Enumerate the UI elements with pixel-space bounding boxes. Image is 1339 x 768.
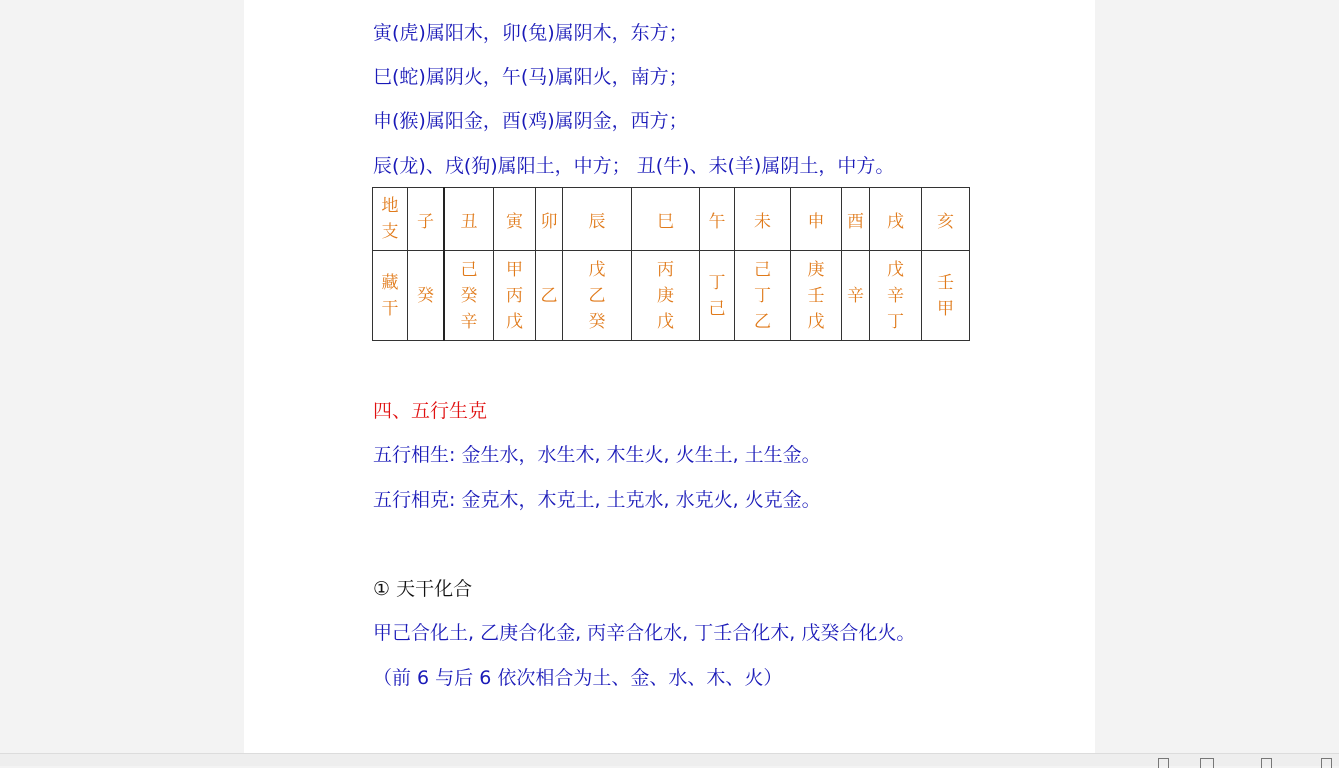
stem-char: 壬	[807, 285, 825, 306]
stems-cell	[494, 251, 536, 341]
stems-cell	[735, 251, 791, 341]
branch-cell: 寅	[494, 188, 536, 251]
stems-cell	[791, 251, 842, 341]
branch-cell: 卯	[536, 188, 563, 251]
stem-char: 丁	[887, 311, 904, 332]
stem-char: 丙	[506, 285, 523, 306]
fit-width-icon[interactable]	[1261, 758, 1272, 768]
stem-char: 庚	[807, 259, 825, 280]
stems-cell	[842, 251, 870, 341]
fullscreen-icon[interactable]	[1321, 758, 1332, 768]
stems-cell	[632, 251, 700, 341]
stem-char: 戊	[887, 259, 904, 280]
stem-char: 丁	[708, 272, 726, 293]
branch-cell: 亥	[922, 188, 970, 251]
stem-char: 戊	[588, 259, 606, 280]
stem-char: 辛	[887, 285, 904, 306]
stem-char: 甲	[937, 298, 954, 319]
branch-cell: 戌	[870, 188, 922, 251]
branch-cell: 申	[791, 188, 842, 251]
stem-char: 庚	[657, 285, 674, 306]
stems-cell	[536, 251, 563, 341]
stems-cell	[922, 251, 970, 341]
table-row-branches	[373, 188, 970, 251]
section-heading-wuxing: 四、五行生克	[373, 400, 488, 422]
stem-char: 乙	[588, 285, 606, 306]
stem-char: 己	[708, 298, 726, 319]
branch-cell: 丑	[444, 188, 494, 251]
branch-cell: 子	[408, 188, 445, 251]
text-line-ke: 五行相克: 金克木，木克土, 土克水, 水克火, 火克金。	[373, 489, 821, 511]
branch-cell: 巳	[632, 188, 700, 251]
subsection-heading-tiangan: ① 天干化合	[373, 578, 473, 600]
text-line-si-wu: 巳(蛇)属阴火，午(马)属阳火，南方；	[373, 66, 688, 88]
stems-cell	[444, 251, 494, 341]
stem-char: 戊	[657, 311, 674, 332]
document-page	[244, 0, 1095, 753]
branch-cell: 辰	[563, 188, 632, 251]
header-char: 地	[381, 196, 399, 216]
branch-cell: 未	[735, 188, 791, 251]
branch-cell: 午	[700, 188, 735, 251]
stem-char: 癸	[417, 285, 434, 306]
stem-char: 己	[460, 259, 478, 280]
stem-char: 癸	[588, 311, 606, 332]
header-char: 支	[381, 222, 399, 242]
stem-char: 丁	[754, 285, 771, 306]
stem-char: 辛	[847, 285, 864, 306]
text-line-sheng: 五行相生: 金生水，水生木, 木生火, 火生土, 土生金。	[373, 444, 821, 466]
stem-char: 壬	[937, 272, 954, 293]
stem-char: 戊	[506, 311, 523, 332]
table-header-cell	[373, 251, 408, 341]
stems-cell	[408, 251, 445, 341]
table-header-cell	[373, 188, 408, 251]
page-view-icon[interactable]	[1158, 758, 1169, 768]
text-line-shen-you: 申(猴)属阳金，酉(鸡)属阴金，西方；	[373, 110, 688, 132]
stems-cell	[870, 251, 922, 341]
stem-char: 癸	[460, 285, 478, 306]
text-line-yin-mao: 寅(虎)属阳木，卯(兔)属阴木，东方；	[373, 22, 688, 44]
hidden-stems-table	[372, 187, 970, 341]
header-char: 藏	[381, 272, 399, 293]
status-bar	[0, 753, 1339, 766]
stems-cell	[700, 251, 735, 341]
stem-char: 辛	[460, 311, 478, 332]
stems-cell	[563, 251, 632, 341]
text-line-tiangan-hehua: 甲己合化土, 乙庚合化金, 丙辛合化水, 丁壬合化木, 戊癸合化火。	[373, 622, 916, 644]
stem-char: 戊	[807, 311, 825, 332]
table-row-hidden-stems	[373, 251, 970, 341]
stem-char: 己	[754, 259, 771, 280]
two-page-view-icon[interactable]	[1200, 758, 1214, 768]
stem-char: 乙	[540, 285, 558, 306]
stem-char: 丙	[657, 259, 674, 280]
header-char: 干	[381, 298, 399, 319]
text-line-note: （前 6 与后 6 依次相合为土、金、水、木、火）	[373, 667, 783, 689]
stem-char: 乙	[754, 311, 771, 332]
stem-char: 甲	[506, 259, 523, 280]
branch-cell: 酉	[842, 188, 870, 251]
text-line-earth-branches: 辰(龙)、戌(狗)属阳土，中方； 丑(牛)、未(羊)属阴土，中方。	[373, 155, 895, 177]
